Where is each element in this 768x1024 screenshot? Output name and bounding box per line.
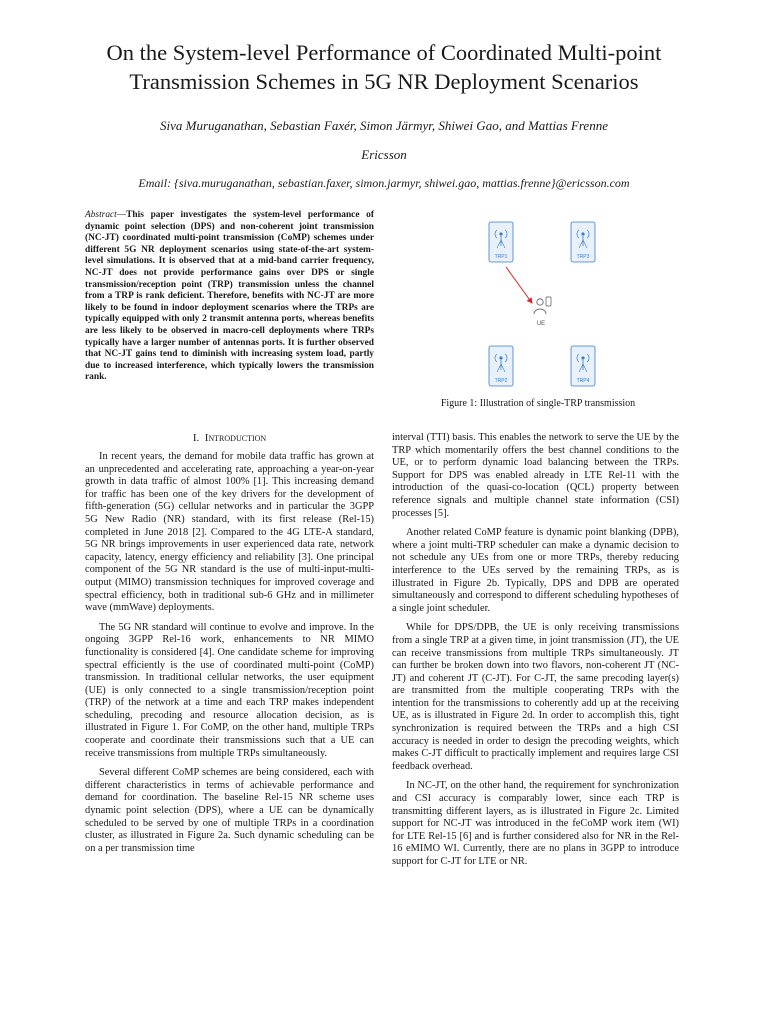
trp3-icon — [571, 222, 595, 262]
right-column — [392, 432, 679, 876]
section-numeral: I. — [192, 432, 200, 444]
title-line-1: On the System-level Performance of Coordinated Multi-point — [106, 40, 662, 65]
ue-label: UE — [536, 321, 546, 327]
affiliation: Ericsson — [361, 147, 407, 162]
abstract-label: Abstract — [85, 210, 117, 220]
transmission-arrow — [506, 267, 532, 303]
trp4-label: TRP4 — [576, 378, 590, 384]
trp4-icon — [571, 346, 595, 386]
paragraph: In recent years, the demand for mobile data traffic has grown at an unprecedented and accelerating rate, approaching a year-on-year growth in data traffic of almost 100% [1]. This increasing demand for traffic has been one of the key drivers for the development of fifth-generation (5G) cellular networks and in particular the 3GPP 5G New Radio (NR) standard, with its first release (Rel-15) completed in June 2018 [2]. Compared to the 4G LTE-A standard, 5G NR brings improvements in user experienced data rate, network capacity, latency, energy efficiency and reliability [3]. One principal component of the 5G NR standard is the use of multi-input-multi-output (MIMO) transmission techniques for improved coverage and spectral efficiency, both in traditional sub-6 GHz and in millimeter wave (mmWave) deployments. — [85, 451, 374, 614]
author-emails: Email: {siva.muruganathan, sebastian.faxer, simon.jarmyr, shiwei.gao, mattias.frenne}@ericsson.com — [138, 176, 630, 190]
paper-title — [40, 38, 728, 96]
author-list: Siva Muruganathan, Sebastian Faxér, Simon Järmyr, Shiwei Gao, and Mattias Frenne — [160, 118, 608, 133]
abstract-text: This paper investigates the system-level performance of dynamic point selection (DPS) and non-coherent joint transmission (NC-JT) coordinated multi-point transmission (CoMP) schemes under different 5G NR deployment scenarios using state-of-the-art system-level simulations. It is observed that at a mid-band carrier frequency, NC-JT does not provide performance gains over DPS or single transmission/reception point (TRP) transmission unless the channel from a TRP is rank deficient. Therefore, benefits with NC-JT are more likely to be found in indoor deployment scenarios where the TRPs are typically equipped with only 2 transmit antenna ports, whereas benefits are less likely to be observed in macro-cell deployments where TRPs typically have a larger number of antennas ports. It is further observed that NC-JT gains tend to diminish with increasing system load, partly due to increased interference, which typically lowers the transmission rank. — [85, 210, 374, 383]
paragraph: The 5G NR standard will continue to evolve and improve. In the ongoing 3GPP Rel-16 work, enhancements to NR MIMO functionality is considered [4]. One candidate scheme for improving spectral efficiently is the use of coordinated multi-point (CoMP) transmission. In traditional cellular networks, the user equipment (UE) is only connected to a single transmission/reception point (TRP) of the network at a time and each TRP makes independent scheduling, precoding and resource allocation decision, as is illustrated in Figure 1. For CoMP, on the other hand, multiple TRPs cooperate and coordinate their transmissions such that a UE can receive transmissions from multiple TRPs simultaneously. — [85, 621, 374, 759]
figure-1-caption: Figure 1: Illustration of single-TRP transmission — [440, 398, 636, 409]
section-heading-introduction — [85, 432, 374, 444]
figure-1 — [470, 212, 620, 397]
trp2-icon — [489, 346, 513, 386]
trp1-icon — [489, 222, 513, 262]
paragraph: interval (TTI) basis. This enables the network to serve the UE by the TRP which momentarily offers the best channel conditions to the UE, or to perform dynamic load balancing between the TRPs. Support for DPS was enabled already in LTE Rel-11 with the introduction of the quasi-co-location (QCL) property between reference signals and multiple channel state information (CSI) processes [5]. — [392, 432, 679, 519]
trp3-label: TRP3 — [576, 254, 590, 260]
title-line-2: Transmission Schemes in 5G NR Deployment Scenarios — [129, 69, 639, 94]
section-title: Introduction — [204, 432, 267, 444]
paragraph: Another related CoMP feature is dynamic point blanking (DPB), where a joint multi-TRP scheduler can make a dynamic decision to not schedule any UEs from one or more TRPs, thereby reducing interference to the UEs served by the remaining TRPs, as is illustrated in Figure 2b. Typically, DPS and DPB are operated simultaneously and correspond to different scheduling hypotheses of a single joint scheduler. — [392, 527, 679, 614]
trp1-label: TRP1 — [494, 254, 508, 260]
paragraph: While for DPS/DPB, the UE is only receiving transmissions from a single TRP at a given time, in joint transmission (JT), the UE can receive transmissions from multiple TRPs simultaneously. JT can further be broken down into two flavors, non-coherent JT (NC-JT) and coherent JT (C-JT). For C-JT, the same precoding layer(s) are transmitted from the multiple cooperating TRPs with the intention for the transmissions to coherently add up at the receiving UE, as is illustrated in Figure 2d. In order to accomplish this, tight synchronization is required between the TRPs and a high CSI accuracy is needed in order to design the precoding weights, which makes C-JT difficult to practically implement and requires large CSI feedback overhead. — [392, 622, 679, 772]
left-column — [85, 451, 374, 862]
ue-icon — [534, 297, 551, 327]
trp2-label: TRP2 — [494, 378, 508, 384]
paragraph: Several different CoMP schemes are being considered, each with different characteristics in terms of achievable performance and demand for coordination. The baseline Rel-15 NR scheme uses dynamic point selection (DPS), where a UE can be dynamically scheduled to be served by one of multiple TRPs in a coordination cluster, as illustrated in Figure 2a. Such dynamic scheduling can be on a per transmission time — [85, 767, 374, 854]
paragraph: In NC-JT, on the other hand, the requirement for synchronization and CSI accuracy is comparably lower, since each TRP is transmitting different layers, as is illustrated in Figure 2c. Limited support for NC-JT was introduced in the feCoMP work item (WI) for LTE Rel-15 [6] and is further considered also for NR in the Rel-16 eMIMO WI. Currently, there are no plans in 3GPP to introduce support for C-JT for LTE or NR. — [392, 780, 679, 867]
figure-1-diagram — [470, 212, 620, 397]
abstract-dash: — — [116, 210, 127, 220]
abstract — [85, 210, 374, 384]
